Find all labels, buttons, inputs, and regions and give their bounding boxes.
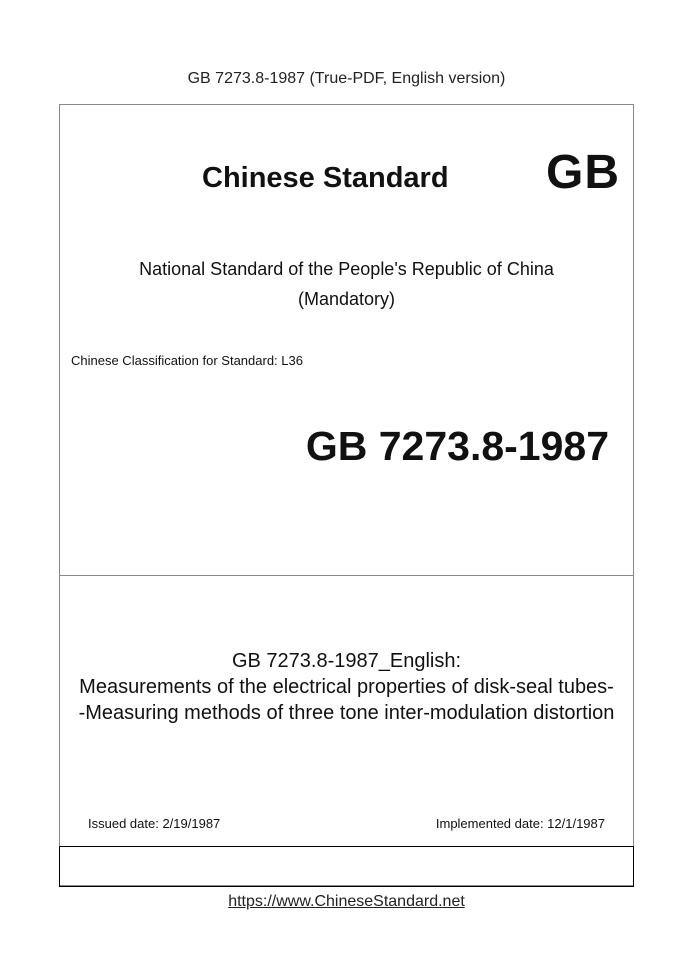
empty-bottom-cell (59, 846, 634, 887)
gb-mark: GB (546, 146, 620, 199)
implemented-date: Implemented date: 12/1/1987 (435, 816, 605, 831)
website-link[interactable]: https://www.ChineseStandard.net (228, 893, 465, 910)
title-line: GB 7273.8-1987_English: (231, 650, 462, 672)
classification-text: Chinese Classification for Standard: L36 (71, 353, 303, 368)
mandatory-line: (Mandatory) (297, 289, 396, 309)
page-header: GB 7273.8-1987 (True-PDF, English version) (187, 70, 506, 87)
title-line: -Measuring methods of three tone inter-modulation distortion (78, 702, 615, 724)
cover-box (59, 104, 634, 886)
issued-date: Issued date: 2/19/1987 (88, 816, 221, 831)
standard-heading: Chinese Standard (202, 162, 449, 194)
document-title (60, 648, 633, 726)
section-divider (60, 575, 633, 576)
standard-number: GB 7273.8-1987 (305, 423, 609, 469)
national-standard-line: National Standard of the People's Republic of China (139, 259, 554, 279)
title-line: Measurements of the electrical properties of disk-seal tubes- (79, 676, 614, 698)
